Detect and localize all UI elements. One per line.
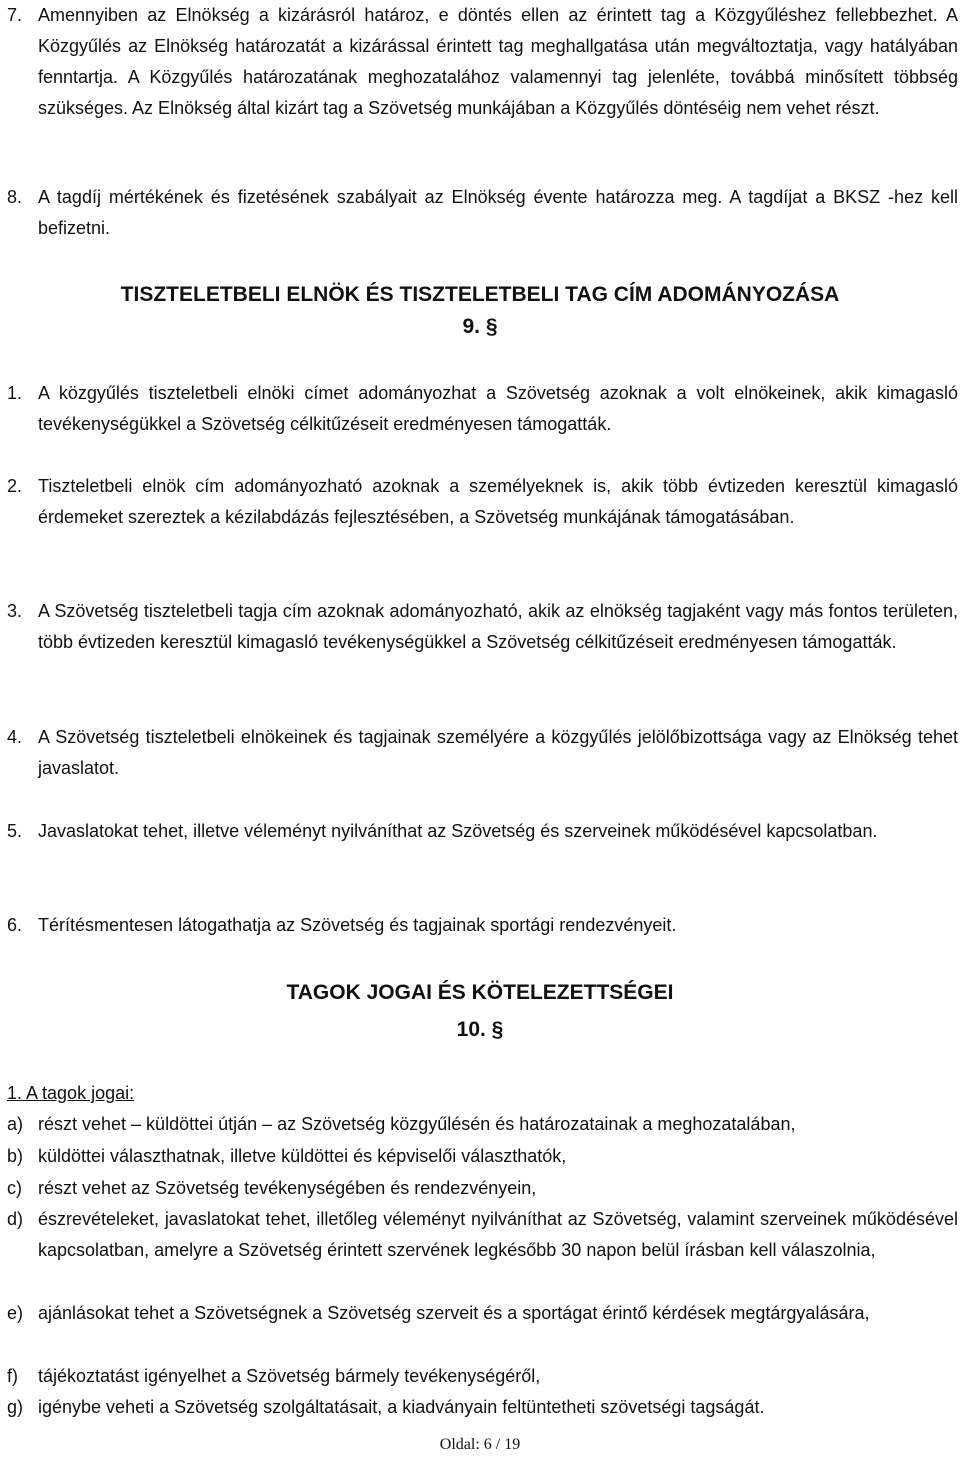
item-letter: a)	[7, 1114, 24, 1134]
item-text: részt vehet – küldöttei útján – az Szövetség közgyűlésén és határozatainak a meghozatalában,	[38, 1114, 796, 1134]
item-text: A közgyűlés tiszteletbeli elnöki címet adományozhat a Szövetség azoknak a volt elnökeinek, akik kimagasló tevékenységükkel a Szövetség célkitűzéseit eredményesen támogatták.	[38, 383, 958, 434]
item-text: ajánlásokat tehet a Szövetségnek a Szövetség szerveit és a sportágat érintő kérdések megtárgyalására,	[38, 1303, 870, 1323]
section-number: 10.	[456, 1018, 486, 1041]
paragraph-8	[7, 182, 958, 244]
section-9-item-2	[7, 471, 958, 533]
section-10-item-f	[7, 1361, 958, 1392]
paragraph-7	[7, 0, 958, 124]
section-sign-icon: §	[485, 1018, 504, 1041]
item-number: 1.	[7, 383, 23, 403]
item-number: 3.	[7, 601, 23, 621]
item-letter: g)	[7, 1397, 24, 1417]
page-footer: Oldal: 6 / 19	[439, 1436, 521, 1453]
item-letter: b)	[7, 1146, 24, 1166]
item-text: igénybe veheti a Szövetség szolgáltatásait, a kiadványain feltüntetheti szövetségi tagságát.	[38, 1397, 765, 1417]
section-10-item-a	[7, 1109, 958, 1140]
item-number: 8.	[7, 187, 23, 207]
item-number: 5.	[7, 821, 23, 841]
item-letter: e)	[7, 1303, 24, 1323]
section-9-item-6	[7, 910, 958, 941]
section-10-item-d	[7, 1204, 958, 1266]
item-text: Térítésmentesen látogathatja az Szövetség és tagjainak sportági rendezvényeit.	[38, 915, 677, 935]
section-10-item-b	[7, 1141, 958, 1172]
section-9-item-3	[7, 596, 958, 658]
item-number: 6.	[7, 915, 23, 935]
section-9-item-4	[7, 722, 958, 784]
item-text: tájékoztatást igényelhet a Szövetség bármely tevékenységéről,	[38, 1366, 541, 1386]
item-letter: c)	[7, 1178, 22, 1198]
item-text: A tagdíj mértékének és fizetésének szabályait az Elnökség évente határozza meg. A tagdíjat a BKSZ -hez kell befizetni.	[38, 187, 958, 238]
item-number: 2.	[7, 476, 23, 496]
section-10-item-e	[7, 1298, 958, 1329]
section-number: 9.	[462, 315, 480, 338]
item-text: Amennyiben az Elnökség a kizárásról határoz, e döntés ellen az érintett tag a Közgyűléshez fellebbezhet. A Közgyűlés az Elnökség határozatát a kizárással érintett tag meghallgatása után megváltoztatja, vagy hatályában fenntartja. A Közgyűlés határozatának meghozatalához valamennyi tag jelenléte, továbbá minősített többség szükséges. Az Elnökség által kizárt tag a Szövetség munkájában a Közgyűlés döntéséig nem vehet részt.	[38, 5, 958, 118]
item-text: észrevételeket, javaslatokat tehet, illetőleg véleményt nyilváníthat az Szövetség, valamint szerveinek működésével kapcsolatban, amelyre a Szövetség érintett szervének legkésőbb 30 napon belül írásban kell válaszolnia,	[38, 1209, 958, 1260]
section-10-title: TAGOK JOGAI ÉS KÖTELEZETTSÉGEI	[286, 981, 674, 1004]
item-letter: d)	[7, 1209, 24, 1229]
item-text: A Szövetség tiszteletbeli elnökeinek és tagjainak személyére a közgyűlés jelölőbizottsága vagy az Elnökség tehet javaslatot.	[38, 727, 958, 778]
section-10-item-c	[7, 1173, 958, 1204]
section-10-subheading	[7, 1078, 958, 1109]
section-9-item-5	[7, 816, 958, 847]
rights-subheading: 1. A tagok jogai:	[7, 1083, 135, 1103]
item-letter: f)	[7, 1366, 18, 1386]
item-text: Tiszteletbeli elnök cím adományozható azoknak a személyeknek is, akik több évtizeden keresztül kimagasló érdemeket szereztek a kézilabdázás fejlesztésében, a Szövetség munkájának támogatásában.	[38, 476, 958, 527]
item-text: Javaslatokat tehet, illetve véleményt nyilváníthat az Szövetség és szerveinek működésével kapcsolatban.	[38, 821, 878, 841]
section-sign-icon: §	[480, 315, 498, 338]
section-9-number	[0, 312, 960, 342]
item-text: A Szövetség tiszteletbeli tagja cím azoknak adományozható, akik az elnökség tagjaként vagy más fontos területen, több évtizeden keresztül kimagasló tevékenységükkel a Szövetség célkitűzéseit eredményesen támogatták.	[38, 601, 958, 652]
item-number: 4.	[7, 727, 23, 747]
item-text: részt vehet az Szövetség tevékenységében és rendezvényein,	[38, 1178, 537, 1198]
item-number: 7.	[7, 5, 23, 25]
section-10-item-g	[7, 1392, 958, 1423]
section-10-number	[0, 1015, 960, 1045]
item-text: küldöttei választhatnak, illetve küldöttei és képviselői választhatók,	[38, 1146, 567, 1166]
section-9-title: TISZTELETBELI ELNÖK ÉS TISZTELETBELI TAG CÍM ADOMÁNYOZÁSA	[120, 283, 840, 306]
section-9-item-1	[7, 378, 958, 440]
